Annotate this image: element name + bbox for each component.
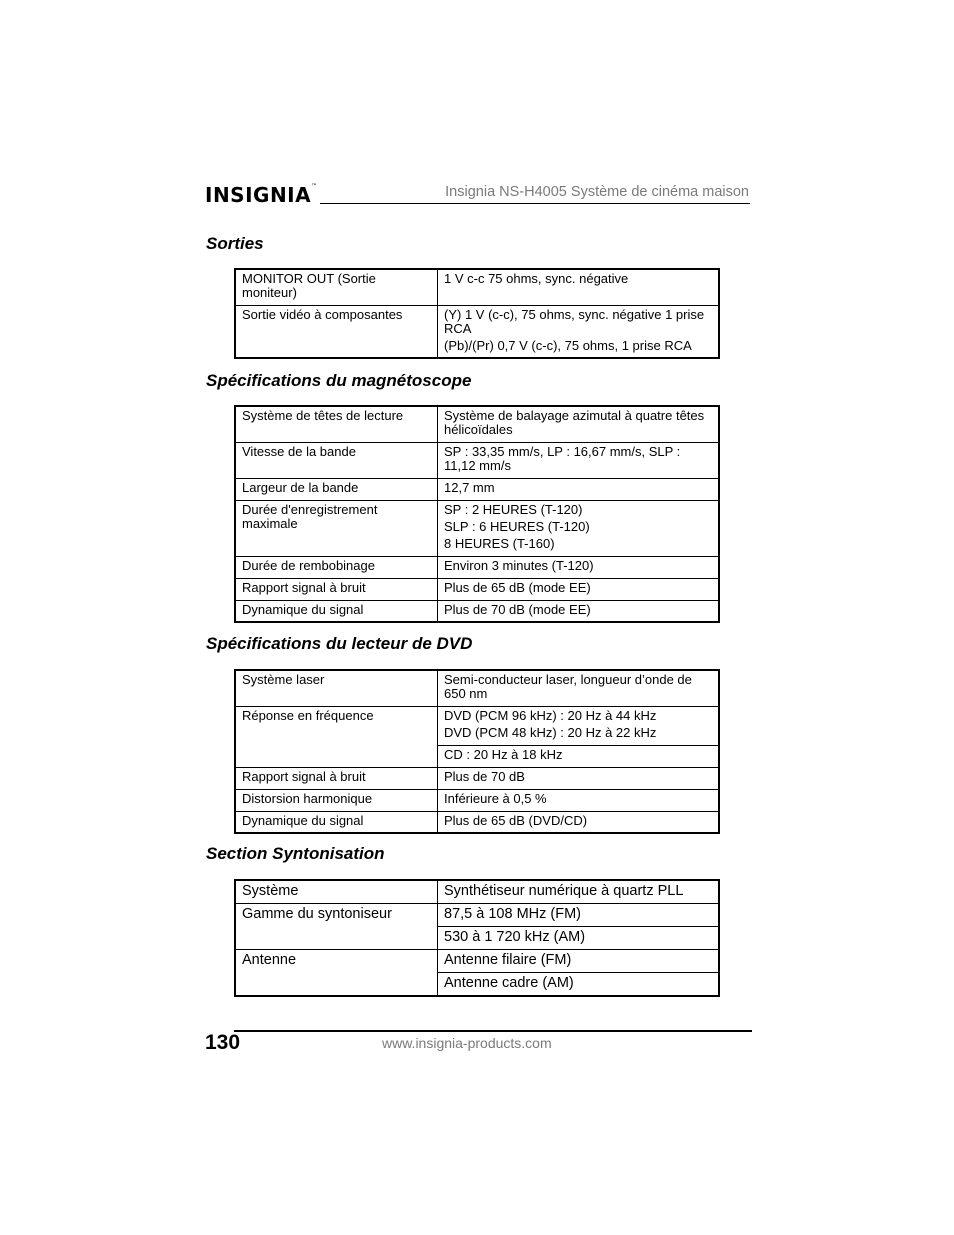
spec-value: 530 à 1 720 kHz (AM) bbox=[438, 927, 720, 950]
spec-label: Sortie vidéo à composantes bbox=[235, 305, 438, 358]
table-row bbox=[235, 578, 719, 600]
spec-label: Antenne bbox=[235, 950, 438, 997]
spec-value-line: DVD (PCM 96 kHz) : 20 Hz à 44 kHz bbox=[444, 707, 657, 723]
spec-table-magnetoscope bbox=[234, 405, 720, 623]
section-heading-syntonisation: Section Syntonisation bbox=[206, 844, 385, 863]
table-row bbox=[235, 442, 719, 478]
spec-label: Système bbox=[235, 880, 438, 904]
table-row bbox=[235, 478, 719, 500]
spec-value: Antenne filaire (FM) bbox=[438, 950, 720, 973]
spec-label: Durée de rembobinage bbox=[235, 556, 438, 578]
brand-logo: INSIGNIA™ bbox=[205, 183, 318, 207]
spec-value: Plus de 70 dB (mode EE) bbox=[438, 600, 720, 622]
spec-label: MONITOR OUT (Sortie moniteur) bbox=[235, 269, 438, 305]
spec-label: Rapport signal à bruit bbox=[235, 578, 438, 600]
spec-value-line: 8 HEURES (T-160) bbox=[444, 535, 555, 551]
spec-label: Durée d'enregistrement maximale bbox=[235, 500, 438, 556]
spec-label: Gamme du syntoniseur bbox=[235, 904, 438, 950]
table-row bbox=[235, 950, 719, 973]
spec-label: Système de têtes de lecture bbox=[235, 406, 438, 442]
spec-label: Dynamique du signal bbox=[235, 600, 438, 622]
spec-value: CD : 20 Hz à 18 kHz bbox=[438, 745, 720, 767]
table-row bbox=[235, 904, 719, 927]
section-heading-dvd: Spécifications du lecteur de DVD bbox=[206, 634, 473, 653]
spec-label: Largeur de la bande bbox=[235, 478, 438, 500]
table-row bbox=[235, 600, 719, 622]
spec-value-line: DVD (PCM 48 kHz) : 20 Hz à 22 kHz bbox=[444, 724, 657, 740]
spec-value bbox=[438, 305, 720, 358]
spec-value: 1 V c-c 75 ohms, sync. négative bbox=[438, 269, 720, 305]
table-row bbox=[235, 811, 719, 833]
spec-value: 12,7 mm bbox=[438, 478, 720, 500]
spec-value-line: (Y) 1 V (c-c), 75 ohms, sync. négative 1 prise RCA bbox=[444, 306, 705, 336]
spec-table-dvd bbox=[234, 669, 720, 834]
spec-value-line: SLP : 6 HEURES (T-120) bbox=[444, 518, 590, 534]
table-row bbox=[235, 269, 719, 305]
page-number: 130 bbox=[205, 1031, 241, 1054]
section-heading-sorties: Sorties bbox=[206, 234, 264, 253]
spec-value: Semi-conducteur laser, longueur d’onde de 650 nm bbox=[438, 670, 720, 706]
table-row bbox=[235, 556, 719, 578]
spec-value bbox=[438, 500, 720, 556]
document-title: Insignia NS-H4005 Système de cinéma maison bbox=[445, 184, 749, 200]
spec-value: Plus de 65 dB (mode EE) bbox=[438, 578, 720, 600]
spec-value-line: SP : 2 HEURES (T-120) bbox=[444, 501, 583, 517]
table-row bbox=[235, 767, 719, 789]
spec-label: Vitesse de la bande bbox=[235, 442, 438, 478]
footer-rule bbox=[234, 1030, 752, 1032]
table-row bbox=[235, 500, 719, 556]
spec-value: Environ 3 minutes (T-120) bbox=[438, 556, 720, 578]
table-row bbox=[235, 670, 719, 706]
footer-url: www.insignia-products.com bbox=[382, 1035, 552, 1051]
table-row bbox=[235, 706, 719, 745]
spec-label: Rapport signal à bruit bbox=[235, 767, 438, 789]
spec-table-sorties bbox=[234, 268, 720, 359]
table-row bbox=[235, 880, 719, 904]
spec-label: Distorsion harmonique bbox=[235, 789, 438, 811]
table-row bbox=[235, 406, 719, 442]
spec-value: 87,5 à 108 MHz (FM) bbox=[438, 904, 720, 927]
spec-value: SP : 33,35 mm/s, LP : 16,67 mm/s, SLP : 11,12 mm/s bbox=[438, 442, 720, 478]
spec-value: Système de balayage azimutal à quatre têtes hélicoïdales bbox=[438, 406, 720, 442]
spec-table-syntonisation bbox=[234, 879, 720, 997]
spec-value-line: (Pb)/(Pr) 0,7 V (c-c), 75 ohms, 1 prise RCA bbox=[444, 337, 692, 353]
spec-value bbox=[438, 706, 720, 745]
spec-value: Plus de 65 dB (DVD/CD) bbox=[438, 811, 720, 833]
spec-label: Dynamique du signal bbox=[235, 811, 438, 833]
spec-label: Réponse en fréquence bbox=[235, 706, 438, 767]
spec-value: Plus de 70 dB bbox=[438, 767, 720, 789]
spec-value: Antenne cadre (AM) bbox=[438, 973, 720, 997]
table-row bbox=[235, 305, 719, 358]
spec-value: Synthétiseur numérique à quartz PLL bbox=[438, 880, 720, 904]
header-rule bbox=[320, 203, 750, 204]
spec-label: Système laser bbox=[235, 670, 438, 706]
spec-value: Inférieure à 0,5 % bbox=[438, 789, 720, 811]
section-heading-magnetoscope: Spécifications du magnétoscope bbox=[206, 371, 472, 390]
table-row bbox=[235, 789, 719, 811]
